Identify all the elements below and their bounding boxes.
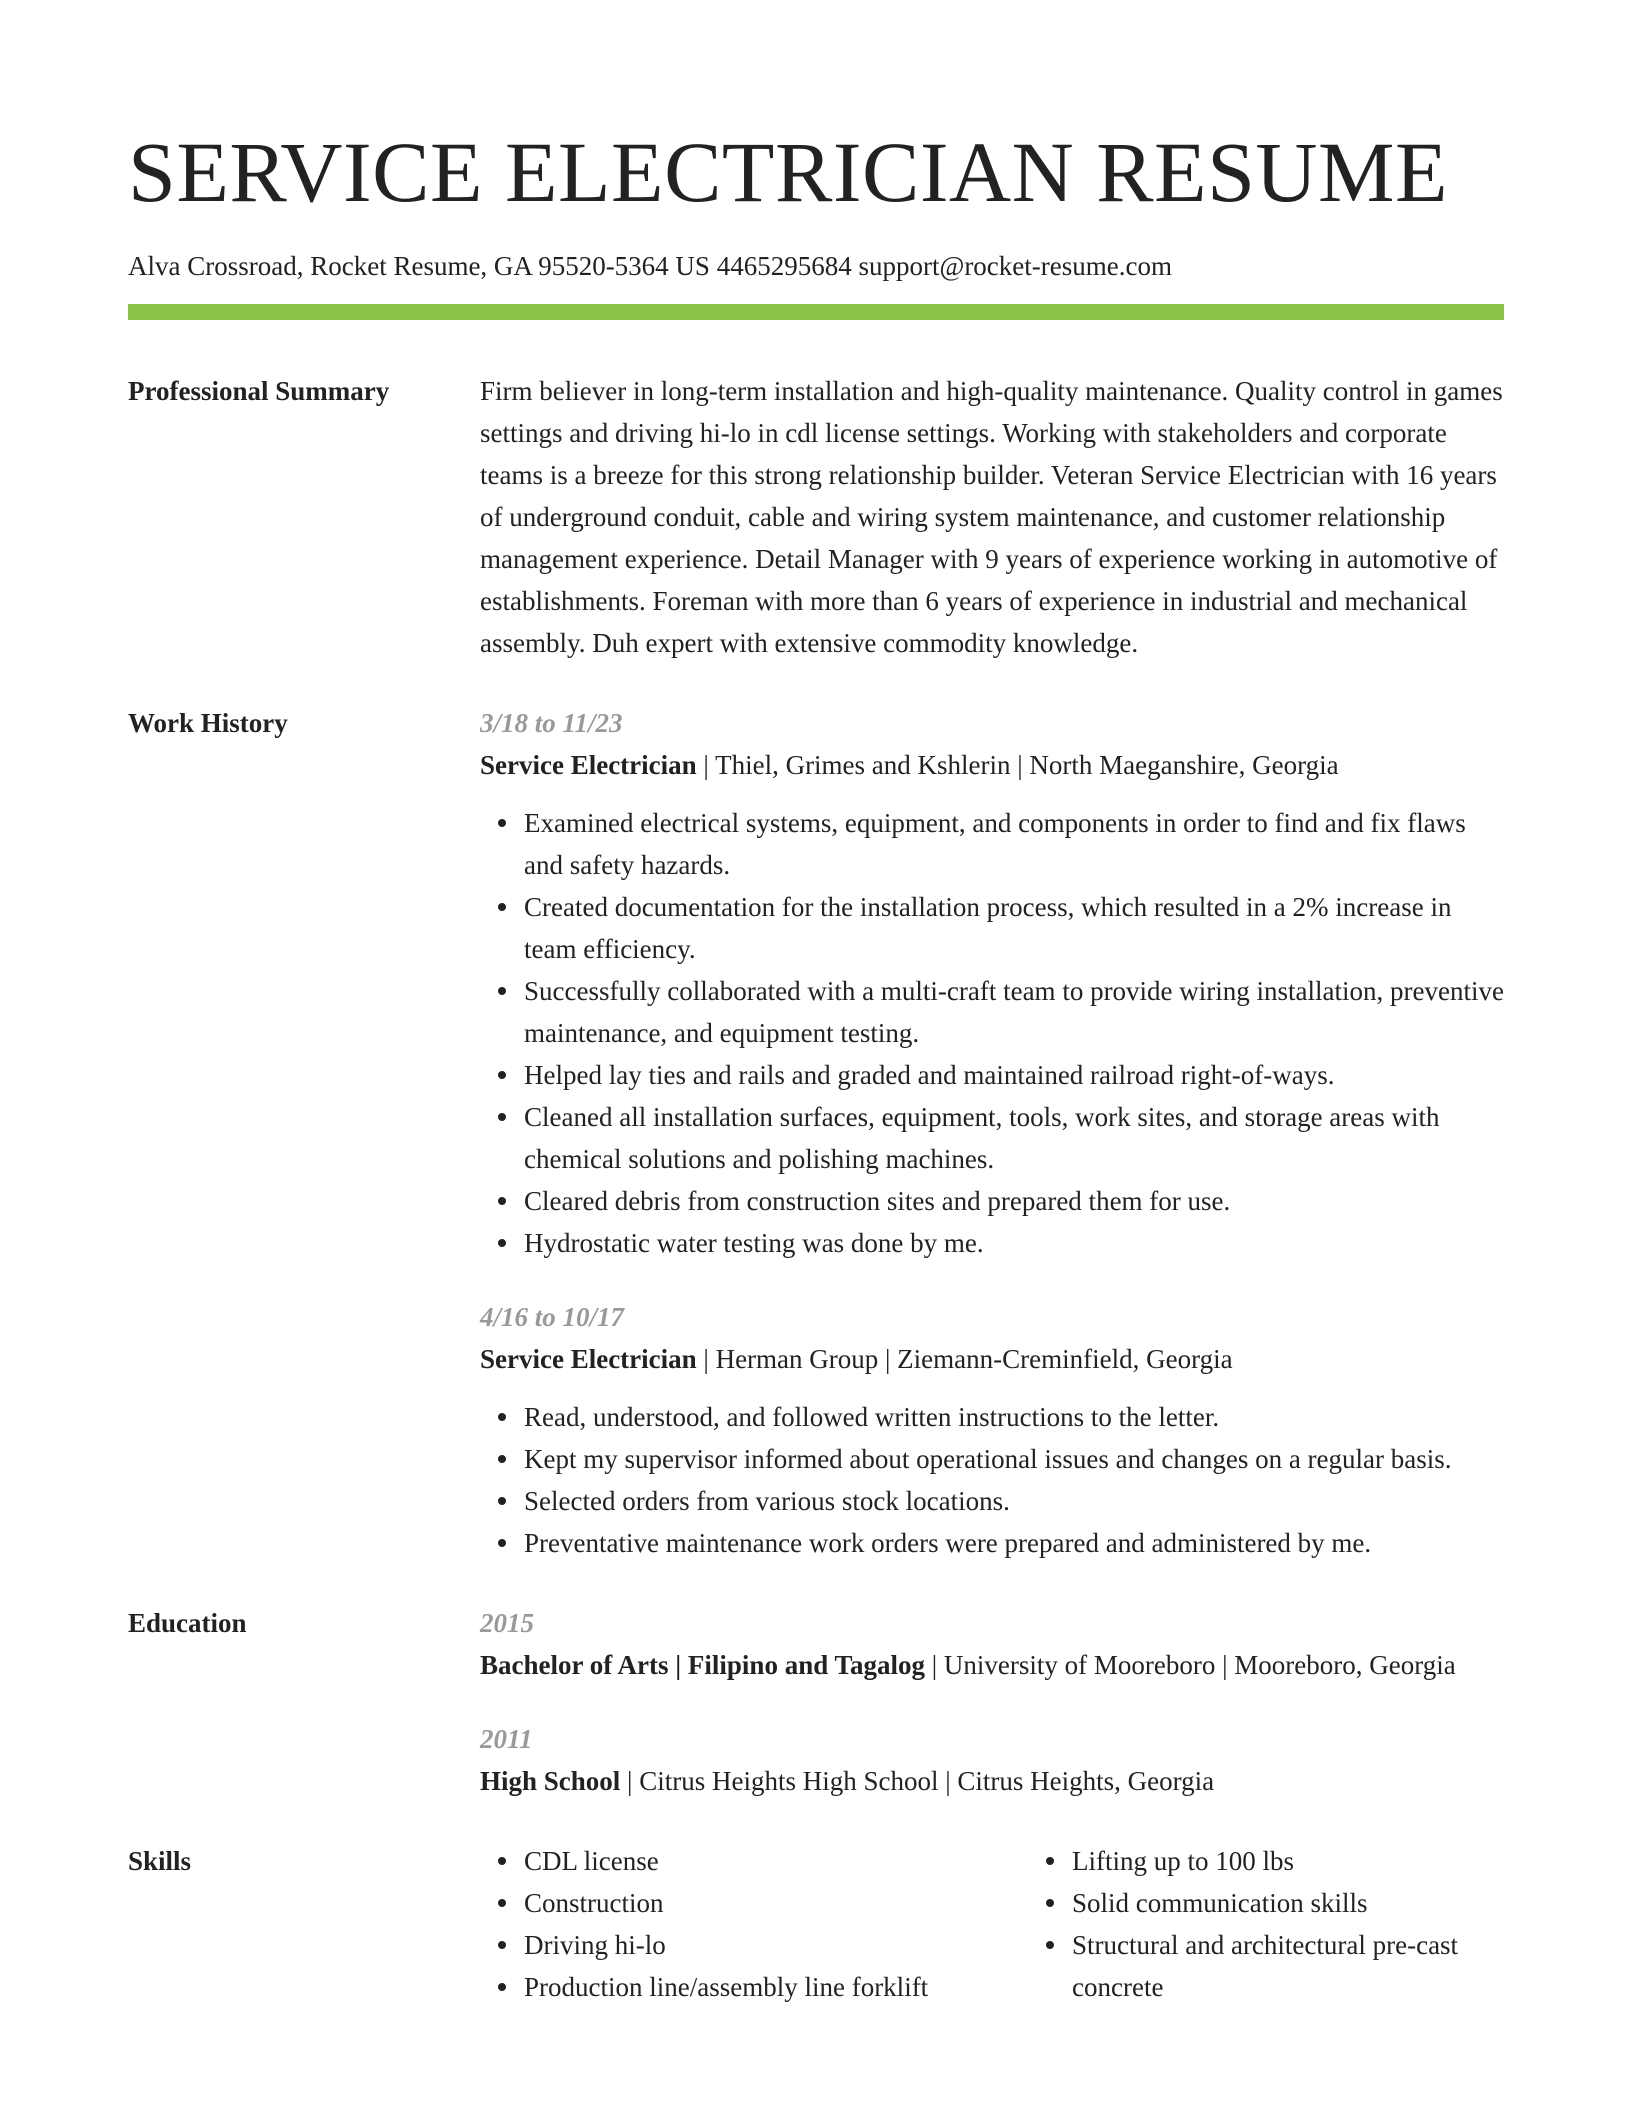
list-item: Created documentation for the installation process, which resulted in a 2% increase in team efficiency. bbox=[524, 886, 1504, 970]
resume-title: SERVICE ELECTRICIAN RESUME bbox=[128, 124, 1449, 220]
list-item: Helped lay ties and rails and graded and maintained railroad right-of-ways. bbox=[524, 1054, 1504, 1096]
summary-text: Firm believer in long-term installation and high-quality maintenance. Quality control in games settings and driving hi-lo in cdl license settings. Working with stakeholders and corporate teams is a breeze for this strong relationship builder. Veteran Service Electrician with 16 years of underground conduit, cable and wiring system maintenance, and customer relationship management experience. Detail Manager with 9 years of experience working in automotive of establishments. Foreman with more than 6 years of experience in industrial and mechanical assembly. Duh expert with extensive commodity knowledge. bbox=[480, 376, 1503, 658]
list-item: Solid communication skills bbox=[1072, 1882, 1532, 1924]
skills-section bbox=[128, 1840, 1504, 2008]
education-year: 2011 bbox=[480, 1724, 533, 1754]
education-details: | University of Mooreboro | Mooreboro, Georgia bbox=[925, 1650, 1456, 1680]
work-history-body bbox=[480, 702, 1504, 1564]
education-details: | Citrus Heights High School | Citrus Heights, Georgia bbox=[620, 1766, 1215, 1796]
job-details: | Thiel, Grimes and Kshlerin | North Maeganshire, Georgia bbox=[696, 750, 1339, 780]
list-item: Lifting up to 100 lbs bbox=[1072, 1840, 1532, 1882]
section-label-education: Education bbox=[128, 1608, 247, 1638]
job-dates: 4/16 to 10/17 bbox=[480, 1302, 625, 1332]
job-title: Service Electrician bbox=[480, 1344, 697, 1374]
education-entry bbox=[480, 1718, 1504, 1802]
list-item: Construction bbox=[524, 1882, 984, 1924]
education-line bbox=[480, 1644, 1504, 1686]
list-item: Preventative maintenance work orders were prepared and administered by me. bbox=[524, 1522, 1504, 1564]
skills-list-right bbox=[1028, 1840, 1532, 2008]
education-degree: High School bbox=[480, 1766, 621, 1796]
list-item: Hydrostatic water testing was done by me. bbox=[524, 1222, 1504, 1264]
list-item: Cleaned all installation surfaces, equipment, tools, work sites, and storage areas with chemical solutions and polishing machines. bbox=[524, 1096, 1504, 1180]
skills-body bbox=[480, 1840, 1504, 2008]
education-degree: Bachelor of Arts | Filipino and Tagalog bbox=[480, 1650, 926, 1680]
section-label-work-history: Work History bbox=[128, 708, 288, 738]
education-year: 2015 bbox=[480, 1608, 534, 1638]
job-duties-list bbox=[480, 802, 1504, 1264]
job-duties-list bbox=[480, 1396, 1504, 1564]
work-history-section bbox=[128, 702, 1504, 1564]
job-title: Service Electrician bbox=[480, 750, 697, 780]
job-entry bbox=[480, 1296, 1504, 1564]
job-details: | Herman Group | Ziemann-Creminfield, Georgia bbox=[696, 1344, 1233, 1374]
education-section bbox=[128, 1602, 1504, 1802]
skills-columns bbox=[480, 1840, 1504, 2008]
list-item: Structural and architectural pre-cast concrete bbox=[1072, 1924, 1532, 2008]
list-item: Production line/assembly line forklift bbox=[524, 1966, 984, 2008]
job-role-line bbox=[480, 1338, 1504, 1380]
list-item: CDL license bbox=[524, 1840, 984, 1882]
section-label-skills: Skills bbox=[128, 1846, 192, 1876]
education-body bbox=[480, 1602, 1504, 1802]
list-item: Examined electrical systems, equipment, and components in order to find and fix flaws and safety hazards. bbox=[524, 802, 1504, 886]
accent-divider bbox=[128, 304, 1504, 320]
list-item: Kept my supervisor informed about operational issues and changes on a regular basis. bbox=[524, 1438, 1504, 1480]
list-item: Selected orders from various stock locations. bbox=[524, 1480, 1504, 1522]
education-entry bbox=[480, 1602, 1504, 1686]
education-line bbox=[480, 1760, 1504, 1802]
skills-list-left bbox=[480, 1840, 984, 2008]
contact-line: Alva Crossroad, Rocket Resume, GA 95520-5364 US 4465295684 support@rocket-resume.com bbox=[128, 251, 1172, 281]
summary-section bbox=[128, 370, 1504, 664]
job-dates: 3/18 to 11/23 bbox=[480, 708, 623, 738]
resume-page bbox=[128, 0, 1504, 2008]
job-entry bbox=[480, 702, 1504, 1264]
list-item: Read, understood, and followed written instructions to the letter. bbox=[524, 1396, 1504, 1438]
list-item: Cleared debris from construction sites and prepared them for use. bbox=[524, 1180, 1504, 1222]
list-item: Driving hi-lo bbox=[524, 1924, 984, 1966]
list-item: Successfully collaborated with a multi-craft team to provide wiring installation, preventive maintenance, and equipment testing. bbox=[524, 970, 1504, 1054]
section-label-summary: Professional Summary bbox=[128, 376, 390, 406]
job-role-line bbox=[480, 744, 1504, 786]
